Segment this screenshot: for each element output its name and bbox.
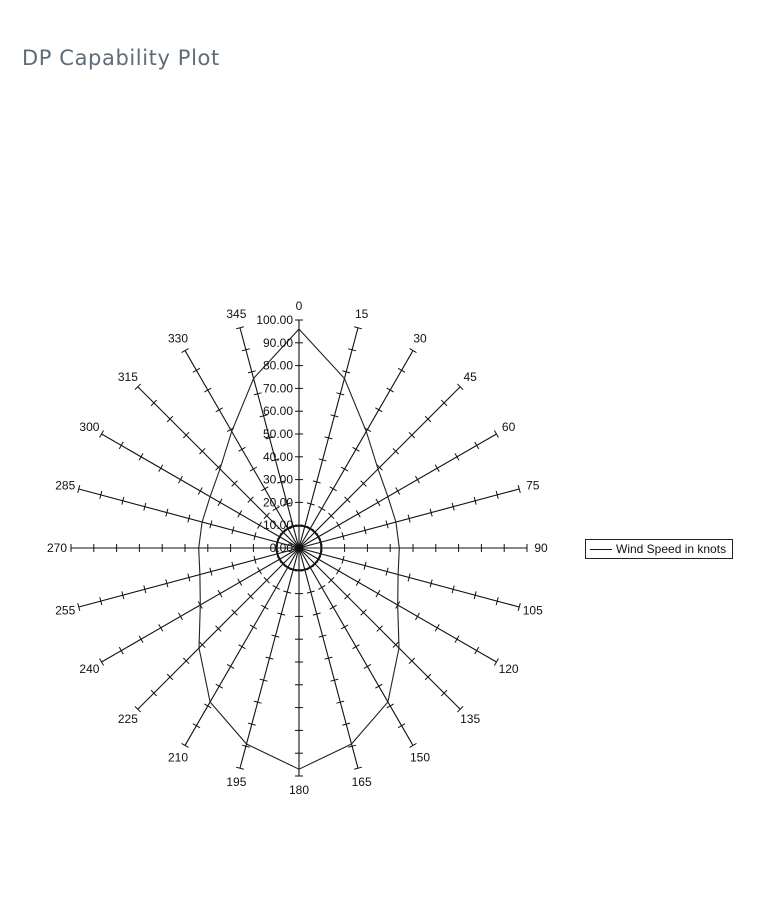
tick-300-20: [258, 522, 262, 529]
tick-150-90: [398, 724, 405, 728]
angle-label-345: 345: [226, 307, 247, 322]
tick-300-60: [179, 476, 183, 483]
tick-150-60: [364, 664, 371, 668]
angle-label-105: 105: [522, 603, 543, 618]
tick-30-70: [375, 408, 382, 412]
tick-330-90: [193, 368, 200, 372]
angle-label-60: 60: [501, 420, 516, 434]
radial-tick-label: 0.00: [269, 541, 293, 555]
legend-label: Wind Speed in knots: [616, 542, 727, 556]
angle-label-150: 150: [409, 750, 431, 765]
tick-30-100: [410, 349, 417, 353]
tick-240-70: [159, 624, 163, 631]
page-title: DP Capability Plot: [22, 46, 220, 70]
tick-210-100: [182, 743, 189, 747]
angle-label-225: 225: [117, 712, 138, 727]
angle-label-165: 165: [351, 774, 372, 789]
tick-300-50: [198, 488, 202, 495]
tick-300-30: [238, 510, 242, 517]
tick-120-40: [376, 590, 380, 597]
tick-210-30: [261, 605, 268, 609]
tick-120-70: [435, 624, 439, 631]
tick-300-80: [139, 453, 143, 460]
angle-label-195: 195: [226, 774, 247, 789]
tick-300-40: [218, 499, 222, 506]
tick-150-70: [375, 684, 382, 688]
tick-60-70: [435, 465, 439, 472]
tick-210-50: [239, 645, 246, 649]
tick-120-20: [336, 567, 340, 574]
tick-150-30: [330, 605, 337, 609]
tick-30-20: [318, 507, 325, 511]
angle-label-0: 0: [295, 299, 303, 313]
angle-label-90: 90: [534, 541, 548, 555]
tick-150-20: [318, 585, 325, 589]
angle-label-210: 210: [167, 750, 189, 765]
tick-330-100: [182, 349, 189, 353]
tick-240-60: [179, 613, 183, 620]
tick-60-60: [415, 476, 419, 483]
angle-label-180: 180: [288, 783, 310, 797]
radial-tick-label: 50.00: [262, 427, 293, 441]
tick-30-30: [330, 487, 337, 491]
angle-label-270: 270: [46, 541, 68, 555]
tick-30-40: [341, 467, 348, 471]
tick-60-100: [494, 431, 498, 438]
angle-label-315: 315: [117, 369, 138, 384]
legend-line-swatch: [590, 549, 612, 550]
radial-tick-label: 60.00: [262, 404, 293, 419]
tick-150-80: [387, 704, 394, 708]
angle-label-75: 75: [526, 478, 540, 493]
radial-tick-label: 30.00: [262, 472, 293, 487]
tick-330-40: [250, 467, 257, 471]
tick-30-90: [398, 368, 405, 372]
radial-tick-label: 90.00: [262, 335, 293, 350]
tick-240-100: [100, 659, 104, 666]
radial-tick-label: 70.00: [262, 381, 293, 396]
angle-label-15: 15: [354, 307, 369, 322]
angle-label-330: 330: [167, 331, 189, 346]
tick-120-30: [356, 579, 360, 586]
tick-240-80: [139, 636, 143, 643]
tick-150-50: [353, 645, 360, 649]
tick-240-30: [238, 579, 242, 586]
tick-60-50: [396, 488, 400, 495]
tick-150-100: [410, 743, 417, 747]
radial-tick-label: 80.00: [262, 358, 293, 373]
angle-label-45: 45: [463, 369, 477, 384]
tick-210-80: [204, 704, 211, 708]
tick-210-70: [216, 684, 223, 688]
tick-300-70: [159, 465, 163, 472]
tick-210-40: [250, 625, 257, 629]
angle-label-300: 300: [79, 420, 100, 434]
tick-210-90: [193, 724, 200, 728]
tick-120-90: [475, 647, 479, 654]
tick-210-60: [227, 664, 234, 668]
legend: [585, 539, 733, 559]
tick-60-30: [356, 510, 360, 517]
tick-300-100: [100, 431, 104, 438]
tick-30-50: [353, 447, 360, 451]
angle-label-120: 120: [498, 662, 519, 676]
radial-tick-label: 100.00: [256, 313, 293, 327]
tick-330-30: [261, 487, 268, 491]
tick-60-80: [455, 453, 459, 460]
tick-240-40: [218, 590, 222, 597]
radial-tick-label: 20.00: [262, 495, 293, 510]
tick-30-80: [387, 388, 394, 392]
tick-120-80: [455, 636, 459, 643]
tick-330-50: [239, 447, 246, 451]
tick-210-20: [273, 585, 280, 589]
tick-330-80: [204, 388, 211, 392]
angle-label-255: 255: [55, 603, 76, 618]
radial-tick-label: 10.00: [262, 518, 293, 533]
tick-120-60: [415, 613, 419, 620]
angle-label-30: 30: [413, 331, 427, 346]
tick-150-40: [341, 625, 348, 629]
tick-240-90: [119, 647, 123, 654]
radial-tick-labels: [256, 313, 293, 555]
angle-label-135: 135: [460, 712, 481, 727]
radial-tick-label: 40.00: [262, 449, 293, 464]
tick-330-70: [216, 408, 223, 412]
tick-240-20: [258, 567, 262, 574]
tick-300-90: [119, 442, 123, 449]
tick-60-90: [475, 442, 479, 449]
tick-60-40: [376, 499, 380, 506]
tick-60-20: [336, 522, 340, 529]
angle-label-240: 240: [79, 662, 100, 676]
angle-label-285: 285: [55, 478, 76, 493]
